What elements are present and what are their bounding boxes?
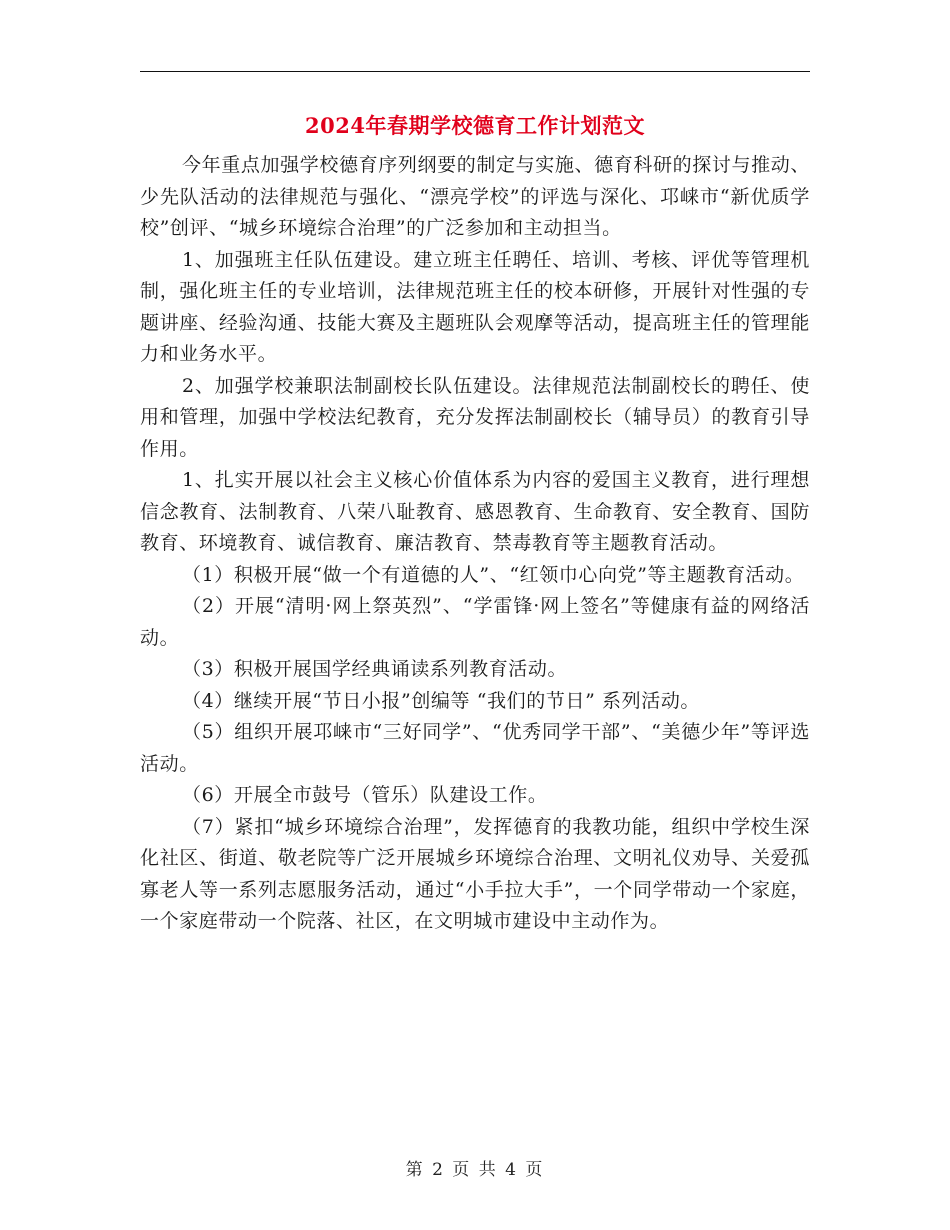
paragraph-subitem-3: （3）积极开展国学经典诵读系列教育活动。 [182,658,568,680]
header-rule [140,71,810,72]
paragraph-subitem-4: （4）继续开展“节日小报”创编等 “我们的节日” 系列活动。 [182,689,701,712]
page-footer [0,1155,950,1180]
paragraph-subitem-5: （5）组织开展邛崃市“三好同学”、“优秀同学干部”、“美德少年”等评选活动。 [140,721,810,775]
paragraph-item-1-patriotic-education: 1、扎实开展以社会主义核心价值体系为内容的爱国主义教育，进行理想信念教育、法制教育、八荣八耻教育、感恩教育、生命教育、安全教育、国防教育、环境教育、诚信教育、廉洁教育、禁毒教育等主题教育活动。 [140,469,810,554]
document-title: 2024年春期学校德育工作计划范文 [305,113,645,138]
page-number-label: 第 2 页 共 4 页 [405,1160,545,1180]
paragraph-subitem-1: （1）积极开展“做一个有道德的人”、“红领巾心向党”等主题教育活动。 [182,563,805,586]
paragraph-subitem-6: （6）开展全市鼓号（管乐）队建设工作。 [182,784,548,806]
paragraph-item-1-class-teachers: 1、加强班主任队伍建设。建立班主任聘任、培训、考核、评优等管理机制，强化班主任的专业培训，法律规范班主任的校本研修，开展针对性强的专题讲座、经验沟通、技能大赛及主题班队会观摩等活动，提高班主任的管理能力和业务水平。 [140,248,810,365]
paragraph-intro: 今年重点加强学校德育序列纲要的制定与实施、德育科研的探讨与推动、少先队活动的法律规范与强化、“漂亮学校”的评选与深化、邛崃市“新优质学校”创评、“城乡环境综合治理”的广泛参加和主动担当。 [140,154,810,239]
paragraph-item-2-legal-vice-principals: 2、加强学校兼职法制副校长队伍建设。法律规范法制副校长的聘任、使用和管理，加强中学校法纪教育，充分发挥法制副校长（辅导员）的教育引导作用。 [140,374,810,460]
paragraph-subitem-2: （2）开展“清明·网上祭英烈”、“学雷锋·网上签名”等健康有益的网络活动。 [140,595,810,649]
paragraph-subitem-7: （7）紧扣“城乡环境综合治理”，发挥德育的我教功能，组织中学校生深化社区、街道、敬老院等广泛开展城乡环境综合治理、文明礼仪劝导、关爱孤寡老人等一系列志愿服务活动，通过“小手拉大手”，一个同学带动一个家庭，一个家庭带动一个院落、社区，在文明城市建设中主动作为。 [140,815,810,932]
document-body [140,150,810,938]
